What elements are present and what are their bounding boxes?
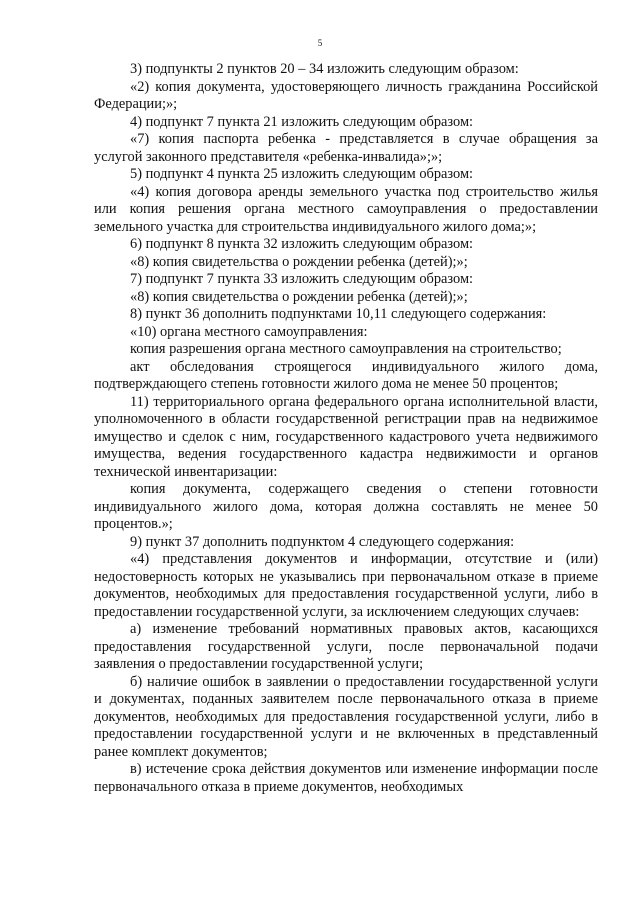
page-number: 5 — [317, 38, 323, 48]
paragraph-7: 7) подпункт 7 пункта 33 изложить следующим образом: — [130, 271, 474, 287]
paragraph-5-quote: «4) копия договора аренды земельного участка под строительство жилья или копия решения органа местного самоуправления о предоставлении земельного участка для строительства индивидуального жилого дома;»; — [94, 183, 598, 235]
paragraph-9-item-4: «4) представления документов и информации, отсутствие и (или) недостоверность которых не указывались при первоначальном отказе в приеме документов, необходимых для предоставления государственной услуги, либо в предоставлении государственной услуги, за исключением следующих случаев: — [94, 551, 598, 620]
paragraph-4-quote: «7) копия паспорта ребенка - представляется в случае обращения за услугой законного представителя «ребенка-инвалида»;»; — [94, 131, 598, 165]
paragraph-8-item-10-a: копия разрешения органа местного самоуправления на строительство; — [130, 341, 562, 357]
document-body — [94, 61, 598, 796]
paragraph-7-quote: «8) копия свидетельства о рождении ребенка (детей);»; — [130, 288, 468, 305]
paragraph-8-item-10: «10) органа местного самоуправления: — [130, 323, 368, 340]
paragraph-6: 6) подпункт 8 пункта 32 изложить следующим образом: — [130, 236, 474, 252]
paragraph-4: 4) подпункт 7 пункта 21 изложить следующим образом: — [130, 113, 474, 130]
paragraph-9-item-a: а) изменение требований нормативных правовых актов, касающихся предоставления государственной услуги, после первоначальной подачи заявления о предоставлении государственной услуги; — [94, 621, 598, 672]
paragraph-3-quote: «2) копия документа, удостоверяющего личность гражданина Российской Федерации;»; — [94, 78, 598, 112]
paragraph-8-item-10-b: акт обследования строящегося индивидуального жилого дома, подтверждающего степень готовности жилого дома не менее 50 процентов; — [94, 358, 598, 392]
paragraph-8-item-11-a: копия документа, содержащего сведения о степени готовности индивидуального жилого дома, которая должна составлять не менее 50 процентов.»; — [94, 481, 598, 532]
paragraph-5: 5) подпункт 4 пункта 25 изложить следующим образом: — [130, 166, 474, 182]
paragraph-9-item-b: б) наличие ошибок в заявлении о предоставлении государственной услуги и документах, поданных заявителем после первоначального отказа в приеме документов, необходимых для предоставления государственной услуги, либо в предоставлении государственной услуги и не включенных в представленный ранее комплект документов; — [94, 673, 598, 760]
paragraph-8: 8) пункт 36 дополнить подпунктами 10,11 следующего содержания: — [130, 306, 547, 322]
paragraph-9-item-v: в) истечение срока действия документов или изменение информации после первоначального отказа в приеме документов, необходимых — [94, 761, 598, 795]
paragraph-3: 3) подпункты 2 пунктов 20 – 34 изложить следующим образом: — [130, 61, 519, 77]
paragraph-9: 9) пункт 37 дополнить подпунктом 4 следующего содержания: — [130, 533, 515, 550]
paragraph-8-item-11: 11) территориального органа федерального органа исполнительной власти, уполномоченного в области государственной регистрации прав на недвижимое имущество и сделок с ним, государственного кадастрового учета недвижимого имущества, ведения государственного кадастра недвижимости и органов технической инвентаризации: — [94, 393, 598, 480]
paragraph-6-quote: «8) копия свидетельства о рождении ребенка (детей);»; — [130, 253, 468, 270]
